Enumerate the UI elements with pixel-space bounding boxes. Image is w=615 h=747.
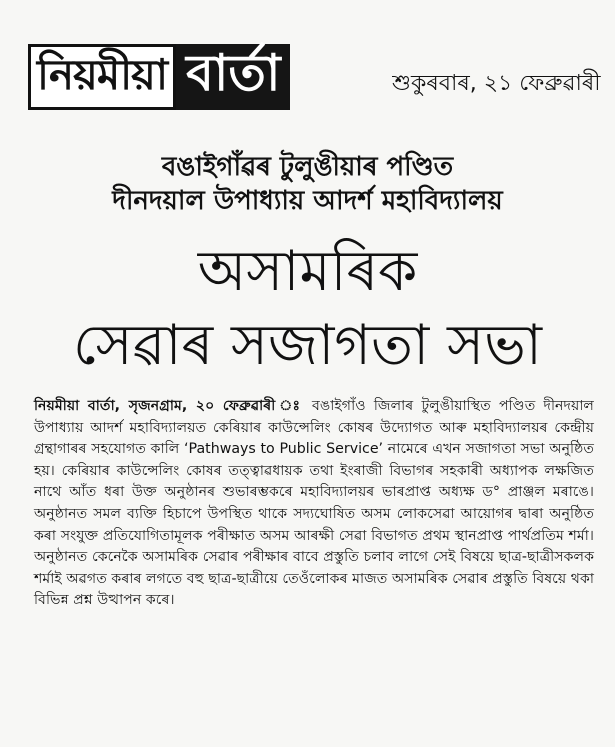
article-body-text: বঙাইগাঁও জিলাৰ টুলুঙীয়াস্থিত পণ্ডিত দীনদয়াল উপাধ্যায় আদৰ্শ মহাবিদ্যালয়ত কেৰিয়াৰ কাউন্সেলিং কোষৰ উদ্যোগত আৰু মহাবিদ্যালয়ৰ কেন্দ্ৰীয় গ্ৰন্থাগাৰৰ সহযোগত কালি ‘Pathways to Public Service’ নামেৰে এখন সজাগতা সভা অনুষ্ঠিত হয়। কেৰিয়াৰ কাউন্সেলিং কোষৰ তত্ত্বাৱধায়ক তথা ইংৰাজী বিভাগৰ সহকাৰী অধ্যাপক লক্ষজিত নাথে আঁত ধৰা উক্ত অনুষ্ঠানৰ শুভাৰম্ভকৰে মহাবিদ্যালয়ৰ ভাৰপ্ৰাপ্ত অধ্যক্ষ ড° প্ৰাঞ্জল মৰাঙে। অনুষ্ঠানত সমল ব্যক্তি হিচাপে উপস্থিত থাকে সদ্যঘোষিত অসম লোকসেৱা আয়োগৰ দ্বাৰা অনুষ্ঠিত কৰা সংযুক্ত প্ৰতিযোগিতামূলক পৰীক্ষাত অসম আৰক্ষী সেৱা বিভাগত প্ৰথম স্থানপ্ৰাপ্ত পাৰ্থপ্ৰতিম শৰ্মা। অনুষ্ঠানত কেনেকৈ অসামৰিক সেৱাৰ পৰীক্ষাৰ বাবে প্ৰস্তুতি চলাব লাগে সেই বিষয়ে ছাত্ৰ-ছাত্ৰীসকলক শৰ্মাই অৱগত কৰাৰ লগতে বহু ছাত্ৰ-ছাত্ৰীয়ে তেওঁলোকৰ মাজত অসামৰিক সেৱাৰ প্ৰস্তুতি বিষয়ে থকা বিভিন্ন প্ৰশ্ন উত্থাপন কৰে। [34, 398, 595, 609]
kicker-line-1: বঙাইগাঁৱৰ টুলুঙীয়াৰ পণ্ডিত [161, 152, 454, 182]
headline-line-2: সেৱাৰ সজাগতা সভা [72, 313, 543, 378]
newspaper-masthead [28, 44, 290, 110]
logo-part-light: নিয়মীয়া [28, 44, 176, 110]
article-body [34, 396, 594, 612]
issue-date: শুকুৰবাৰ, ২১ ফেব্ৰুৱাৰী [392, 71, 601, 96]
kicker-line-2: দীনদয়াল উপাধ্যায় আদৰ্শ মহাবিদ্যালয় [112, 186, 503, 216]
article-byline: নিয়মীয়া বাৰ্তা, সৃজনগ্ৰাম, ২০ ফেব্ৰুৱাৰী ঃ [34, 398, 304, 414]
headline-line-1: অসামৰিক [197, 239, 418, 304]
logo-part-dark: বাৰ্তা [176, 44, 290, 110]
